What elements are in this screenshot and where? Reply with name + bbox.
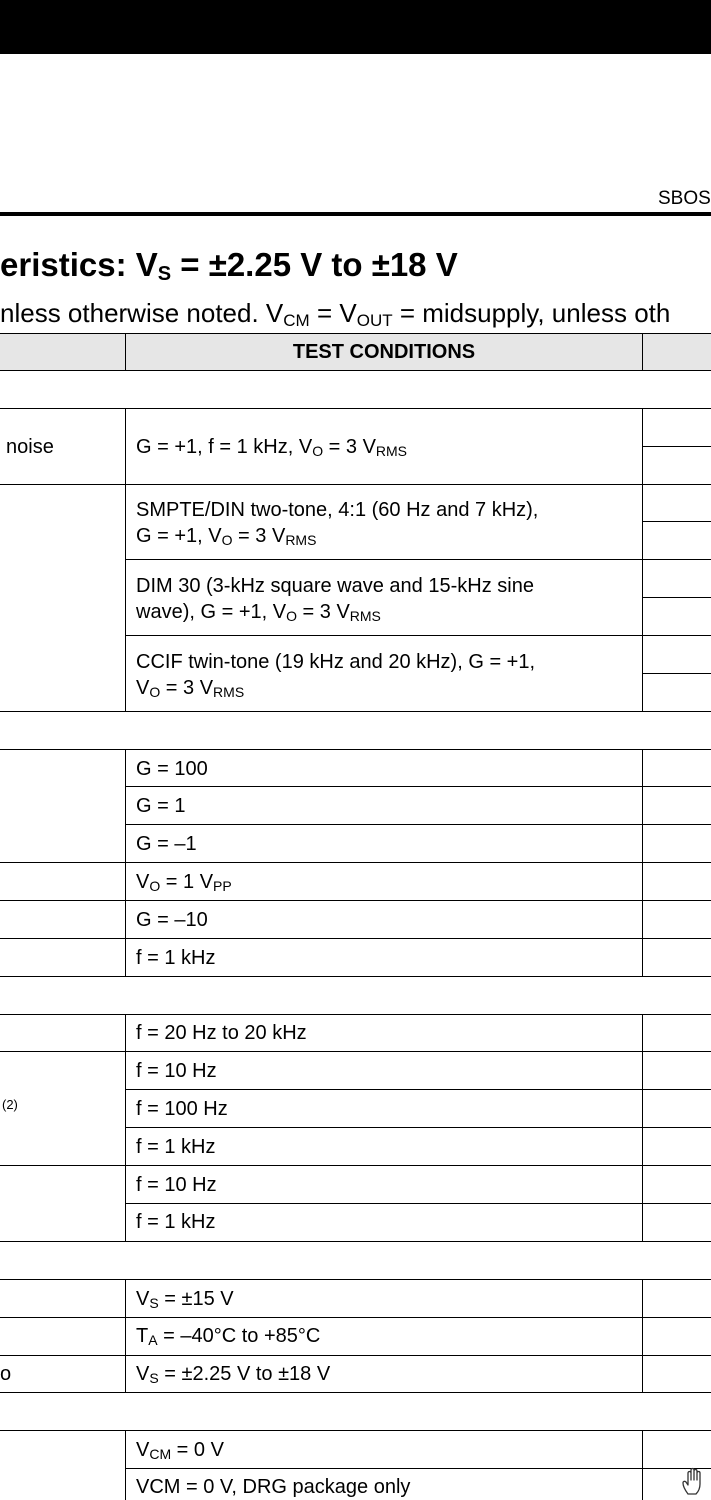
table-line [0, 1317, 711, 1318]
table-line [0, 711, 711, 712]
test-condition: f = 1 kHz [136, 1211, 216, 1233]
test-condition: SMPTE/DIN two-tone, 4:1 (60 Hz and 7 kHz), G = +1, $V_O = 3$ $V_{RMS}$ [136, 499, 539, 548]
test-condition: f = 1 kHz [136, 1136, 216, 1158]
test-condition: $T_A = -40^\circ C$ to +85°C [136, 1325, 321, 1348]
table-line [0, 749, 711, 750]
table-line [0, 1014, 711, 1015]
header-shade-left [0, 334, 125, 370]
table-line [0, 370, 711, 371]
test-condition: G = –1 [136, 833, 197, 855]
test-condition: VCM = 0 V, DRG package only [136, 1476, 411, 1498]
header-shade-right [643, 334, 711, 370]
column-divider [642, 749, 643, 976]
test-condition: f = 1 kHz [136, 947, 216, 969]
column-divider [642, 333, 643, 370]
test-condition: G = 100 [136, 758, 208, 780]
table-line [126, 1203, 711, 1204]
table-line [126, 1089, 711, 1090]
table-line [126, 1127, 711, 1128]
test-condition: $V_S = \pm 2.25$ V to ±18 V [136, 1363, 331, 1386]
table-line [0, 1165, 711, 1166]
parameter-fragment: o [0, 1363, 12, 1385]
section-heading: eristics: $V_S = \pm 2.25$ V to ±18 V [0, 246, 458, 285]
parameter-noise: noise [6, 436, 54, 458]
document-id: SBOS [658, 188, 711, 209]
table-line [126, 1468, 711, 1469]
column-divider [125, 749, 126, 976]
table-line [0, 333, 711, 334]
top-bar [0, 0, 711, 54]
table-line [0, 1430, 711, 1431]
column-divider [642, 1430, 643, 1500]
hand-cursor-icon[interactable] [680, 1466, 708, 1496]
test-conditions-header: TEST CONDITIONS [292, 341, 476, 363]
table-line [643, 673, 711, 674]
test-condition: f = 100 Hz [136, 1098, 228, 1120]
column-divider [125, 1430, 126, 1500]
table-line [0, 1279, 711, 1280]
test-condition: f = 10 Hz [136, 1060, 217, 1082]
table-line [0, 976, 711, 977]
conditions-note: nless otherwise noted. $V_{CM} = V_{OUT}$ = midsupply, unless oth [0, 298, 671, 330]
table-line [0, 862, 711, 863]
table-line [126, 824, 711, 825]
test-condition: $V_O = 1$ $V_{PP}$ [136, 871, 232, 894]
table-line [643, 597, 711, 598]
test-condition: DIM 30 (3-kHz square wave and 15-kHz sine wave), G = +1, $V_O = 3$ $V_{RMS}$ [136, 575, 534, 624]
table-line [126, 559, 711, 560]
test-condition: G = 1 [136, 795, 186, 817]
test-condition: $V_{CM} = 0$ V [136, 1439, 224, 1462]
column-divider [125, 408, 126, 711]
table-line [126, 635, 711, 636]
table-line [0, 900, 711, 901]
footnote-marker: (2) [2, 1097, 18, 1112]
test-condition: f = 10 Hz [136, 1174, 217, 1196]
test-condition: CCIF twin-tone (19 kHz and 20 kHz), G = +1, $V_O = 3$ $V_{RMS}$ [136, 651, 536, 700]
table-line [643, 521, 711, 522]
table-line [0, 1355, 711, 1356]
table-line [0, 938, 711, 939]
column-divider [125, 1279, 126, 1392]
table-line [0, 1392, 711, 1393]
column-divider [642, 1014, 643, 1241]
header-rule [0, 212, 711, 216]
test-condition: f = 20 Hz to 20 kHz [136, 1022, 307, 1044]
test-condition: $V_S = \pm 15$ V [136, 1288, 234, 1311]
table-line [126, 786, 711, 787]
test-condition: G = –10 [136, 909, 208, 931]
table-line [643, 446, 711, 447]
test-condition: G = +1, f = 1 kHz, $V_O = 3$ $V_{RMS}$ [136, 436, 408, 459]
column-divider [642, 1279, 643, 1392]
table-line [0, 484, 711, 485]
column-divider [125, 1014, 126, 1241]
table-line [0, 1051, 711, 1052]
table-line [0, 408, 711, 409]
column-divider [125, 333, 126, 370]
table-line [0, 1241, 711, 1242]
column-divider [642, 408, 643, 711]
